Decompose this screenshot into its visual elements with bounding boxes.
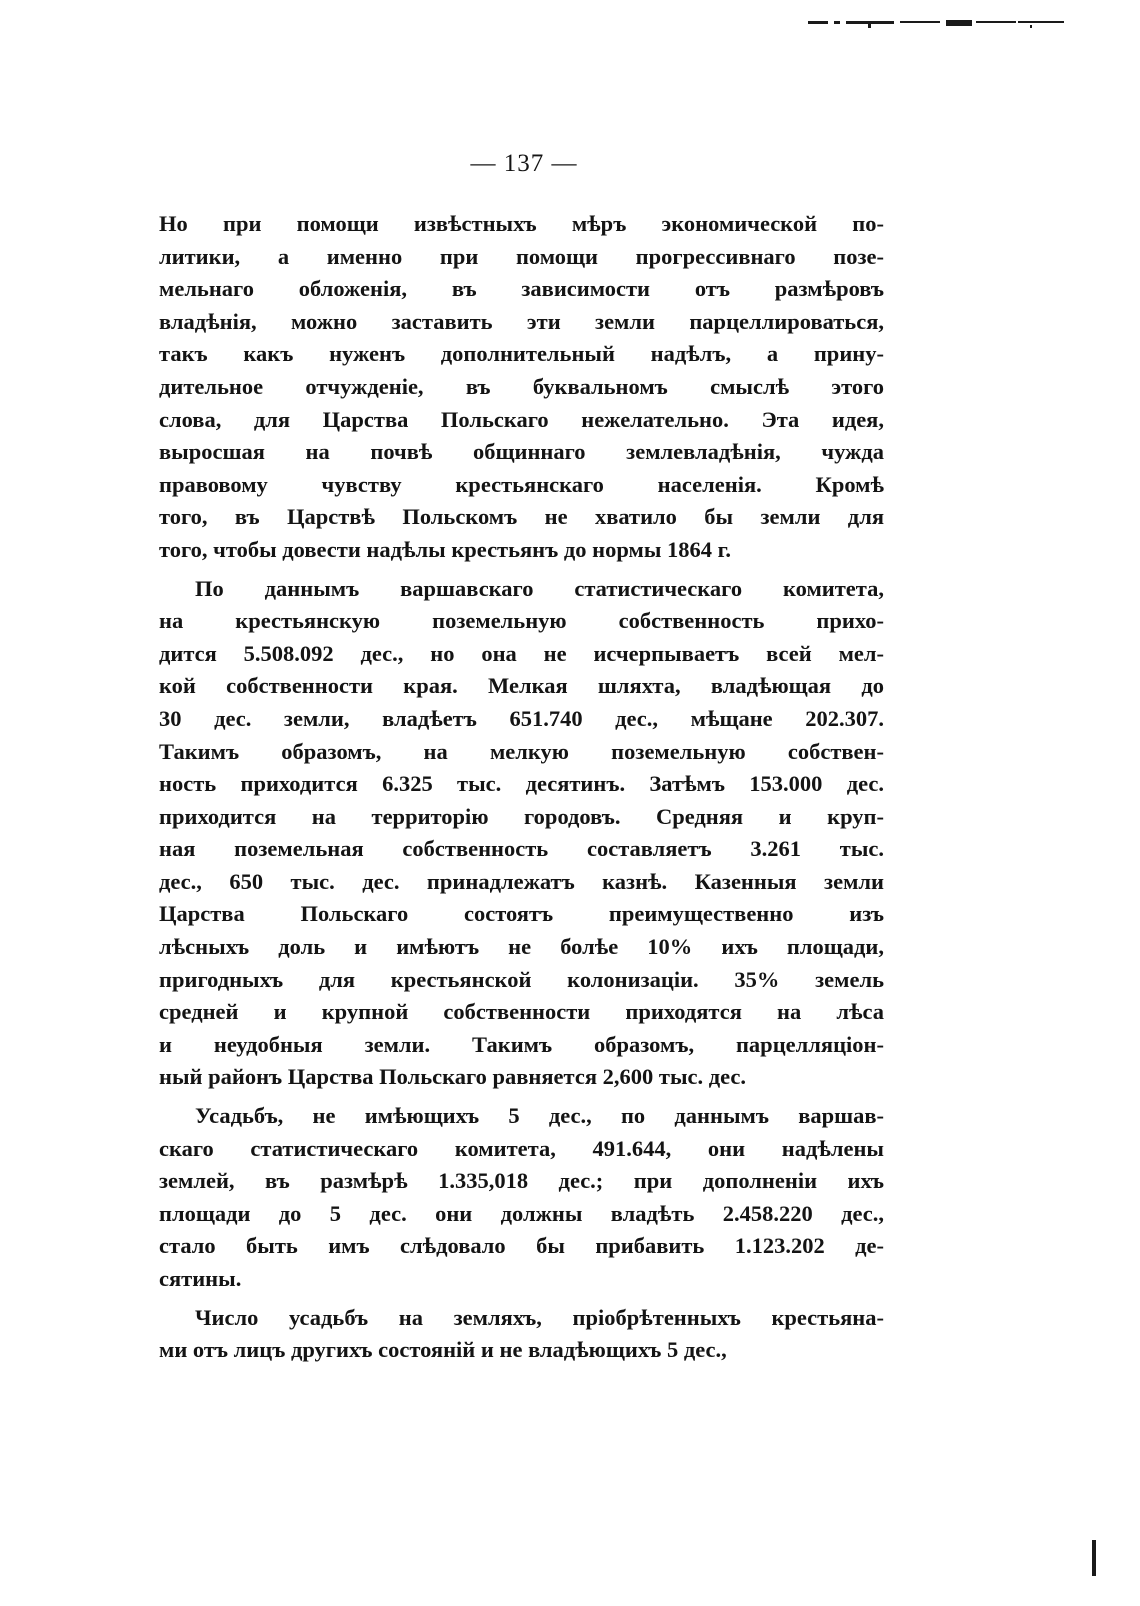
text-line: землей, въ размѣрѣ 1.335,018 дес.; при дополненіи ихъ <box>159 1168 884 1194</box>
paragraph <box>159 208 884 567</box>
text-line: того, въ Царствѣ Польскомъ не хватило бы земли для <box>159 504 884 530</box>
text-line: кой собственности края. Мелкая шляхта, владѣющая до <box>159 673 884 699</box>
text-line: Усадьбъ, не имѣющихъ 5 дес., по даннымъ варшав- <box>195 1103 884 1129</box>
text-line: ная поземельная собственность составляетъ 3.261 тыс. <box>159 836 884 862</box>
text-line: лѣсныхъ доль и имѣютъ не болѣе 10% ихъ площади, <box>159 934 884 960</box>
text-line: владѣнія, можно заставить эти земли парцеллироваться, <box>159 308 884 334</box>
text-line: площади до 5 дес. они должны владѣть 2.458.220 дес., <box>159 1200 884 1226</box>
text-line: Число усадьбъ на земляхъ, пріобрѣтенныхъ крестьяна- <box>195 1304 884 1330</box>
text-line: скаго статистическаго комитета, 491.644, они надѣлены <box>159 1135 884 1161</box>
text-line: 30 дес. земли, владѣетъ 651.740 дес., мѣщане 202.307. <box>159 705 884 731</box>
text-line: Царства Польскаго состоятъ преимущественно изъ <box>159 901 884 927</box>
text-line: литики, а именно при помощи прогрессивнаго позе- <box>159 243 884 269</box>
text-line: ми отъ лицъ другихъ состояній и не владѣющихъ 5 дес., <box>159 1337 727 1363</box>
page-number: — 137 — <box>470 150 578 177</box>
text-line: приходится на территорію городовъ. Средняя и круп- <box>159 803 884 829</box>
paragraph <box>159 1100 884 1296</box>
text-line: дится 5.508.092 дес., но она не исчерпываетъ всей мел- <box>159 640 884 666</box>
text-line: По даннымъ варшавскаго статистическаго комитета, <box>195 575 884 601</box>
text-line: сятины. <box>159 1266 242 1291</box>
text-line: ный районъ Царства Польскаго равняется 2,600 тыс. дес. <box>159 1064 747 1090</box>
text-line: на крестьянскую поземельную собственность прихо- <box>159 608 884 634</box>
text-line: Такимъ образомъ, на мелкую поземельную собствен- <box>159 738 884 764</box>
text-line: пригодныхъ для крестьянской колонизаціи. 35% земель <box>159 966 884 992</box>
text-line: ность приходится 6.325 тыс. десятинъ. Затѣмъ 153.000 дес. <box>159 771 884 797</box>
text-line: того, чтобы довести надѣлы крестьянъ до нормы 1864 г. <box>159 536 731 562</box>
scan-artifact-marks <box>808 18 1068 30</box>
text-line: и неудобныя земли. Такимъ образомъ, парцелляціон- <box>159 1031 884 1057</box>
margin-mark <box>1092 1540 1096 1576</box>
text-line: слова, для Царства Польскаго нежелательно. Эта идея, <box>159 406 884 432</box>
text-line: правовому чувству крестьянскаго населенія. Кромѣ <box>159 471 884 497</box>
text-line: дес., 650 тыс. дес. принадлежатъ казнѣ. Казенныя земли <box>159 868 884 894</box>
text-line: дительное отчужденіе, въ буквальномъ смыслѣ этого <box>159 373 884 399</box>
text-line: выросшая на почвѣ общиннаго землевладѣнія, чужда <box>159 439 884 465</box>
body-text <box>159 208 884 1367</box>
paragraph <box>159 1302 884 1367</box>
scan-artifact-icon <box>808 18 1068 30</box>
paragraph <box>159 573 884 1095</box>
text-line: мельнаго обложенія, въ зависимости отъ размѣровъ <box>159 276 884 302</box>
text-line: такъ какъ нуженъ дополнительный надѣлъ, а прину- <box>159 341 884 367</box>
text-line: стало быть имъ слѣдовало бы прибавить 1.123.202 де- <box>159 1233 884 1259</box>
text-line: Но при помощи извѣстныхъ мѣръ экономической по- <box>159 211 884 236</box>
text-line: средней и крупной собственности приходятся на лѣса <box>159 999 884 1025</box>
